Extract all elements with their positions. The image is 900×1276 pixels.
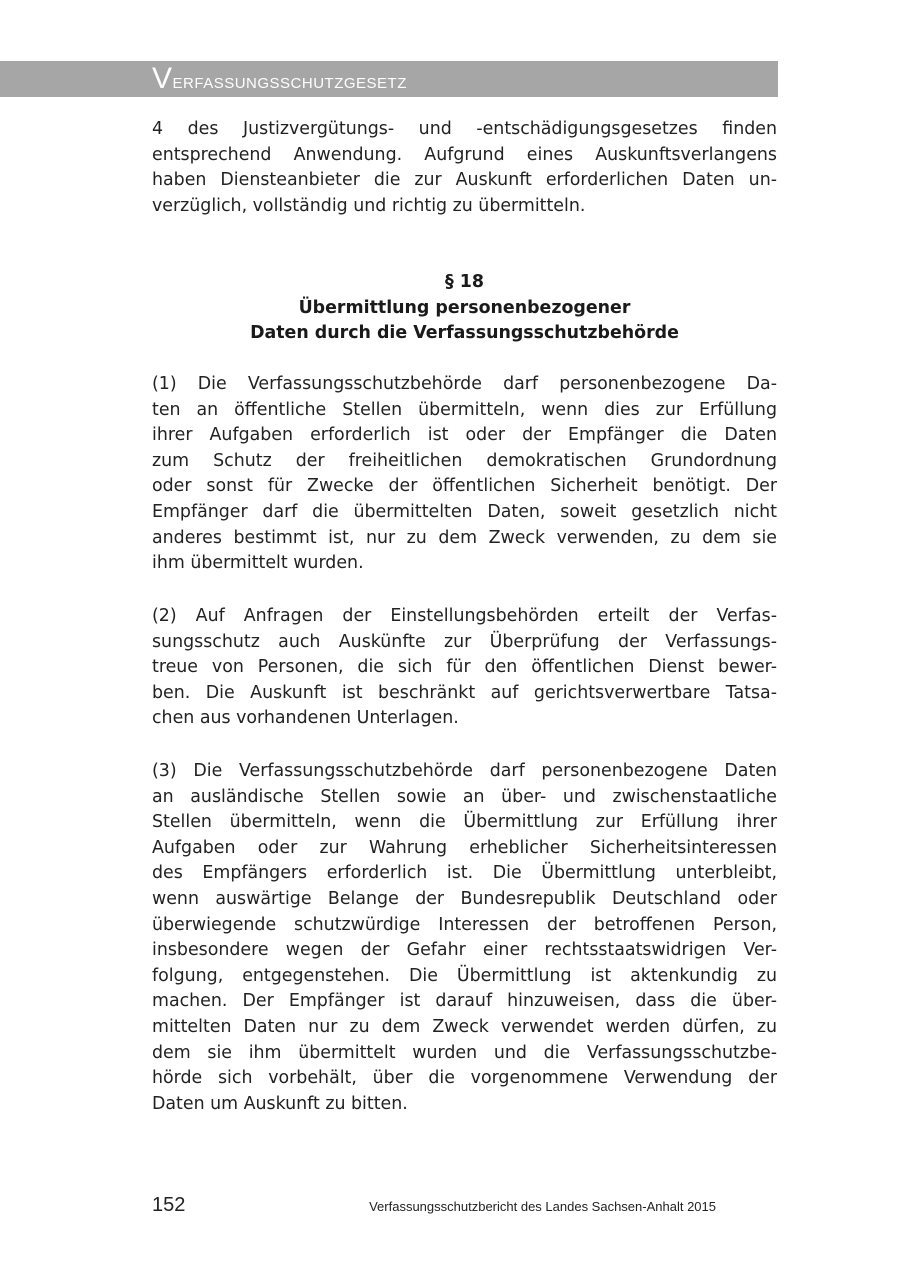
text-line: verzüglich, vollständig und richtig zu übermitteln. [152, 195, 586, 216]
footer-source: Verfassungsschutzbericht des Landes Sachsen-Anhalt 2015 [369, 1199, 716, 1214]
text-line: Empfänger darf die übermittelten Daten, soweit gesetzlich nicht [152, 501, 777, 522]
text-line: des Empfängers erforderlich ist. Die Übermittlung unterbleibt, [152, 863, 777, 884]
text-line: hörde sich vorbehält, über die vorgenommene Verwendung der [152, 1068, 777, 1089]
text-line: zum Schutz der freiheitlichen demokratischen Grundordnung [152, 450, 777, 471]
page-number: 152 [152, 1194, 186, 1216]
text-line: Aufgaben oder zur Wahrung erheblicher Sicherheitsinteressen [152, 837, 777, 858]
paragraph-1 [152, 372, 777, 577]
text-line: ihm übermittelt wurden. [152, 553, 364, 574]
text-line: dem sie ihm übermittelt wurden und die Verfassungsschutzbe- [152, 1042, 777, 1063]
text-line: sungsschutz auch Auskünfte zur Überprüfung der Verfassungs- [152, 631, 777, 652]
text-line: anderes bestimmt ist, nur zu dem Zweck verwenden, zu dem sie [152, 527, 777, 548]
text-line: entsprechend Anwendung. Aufgrund eines Auskunftsverlangens [152, 144, 777, 165]
text-line: an ausländische Stellen sowie an über- und zwischenstaatliche [152, 786, 777, 807]
text-line: (3) Die Verfassungsschutzbehörde darf personenbezogene Daten [152, 761, 777, 781]
section-number: § 18 [445, 272, 484, 292]
intro-paragraph [152, 117, 777, 219]
running-header-title-initial: V [152, 62, 173, 95]
text-line: folgung, entgegenstehen. Die Übermittlung ist aktenkundig zu [152, 965, 777, 986]
text-line: oder sonst für Zwecke der öffentlichen Sicherheit benötigt. Der [152, 476, 777, 497]
paragraph-2 [152, 604, 777, 732]
running-header-title-rest: erfassungsschutzgesetz [172, 70, 407, 93]
paragraph-3 [152, 759, 777, 1117]
text-line: (1) Die Verfassungsschutzbehörde darf personenbezogene Da- [152, 374, 777, 394]
text-line: (2) Auf Anfragen der Einstellungsbehörden erteilt der Verfas- [152, 606, 777, 626]
text-line: Stellen übermitteln, wenn die Übermittlung zur Erfüllung ihrer [152, 812, 777, 833]
text-line: ihrer Aufgaben erforderlich ist oder der Empfänger die Daten [152, 425, 777, 446]
text-line: treue von Personen, die sich für den öffentlichen Dienst bewer- [152, 657, 777, 678]
text-line: wenn auswärtige Belange der Bundesrepublik Deutschland oder [152, 888, 777, 909]
text-line: 4 des Justizvergütungs- und -entschädigungsgesetzes finden [152, 119, 777, 139]
text-line: haben Diensteanbieter die zur Auskunft erforderlichen Daten un- [152, 170, 777, 191]
section-heading [152, 270, 777, 347]
section-title-line-1: Übermittlung personenbezogener [298, 297, 631, 318]
text-line: mittelten Daten nur zu dem Zweck verwendet werden dürfen, zu [152, 1016, 777, 1037]
text-line: überwiegende schutzwürdige Interessen der betroffenen Person, [152, 914, 777, 935]
text-line: insbesondere wegen der Gefahr einer rechtsstaatswidrigen Ver- [152, 940, 777, 961]
text-line: machen. Der Empfänger ist darauf hinzuweisen, dass die über- [152, 991, 777, 1012]
text-line: chen aus vorhandenen Unterlagen. [152, 708, 459, 729]
text-line: ten an öffentliche Stellen übermitteln, wenn dies zur Erfüllung [152, 399, 777, 420]
section-title-line-2: Daten durch die Verfassungsschutzbehörde [250, 323, 679, 344]
text-line: Daten um Auskunft zu bitten. [152, 1093, 408, 1114]
running-header-title [152, 64, 407, 97]
text-line: ben. Die Auskunft ist beschränkt auf gerichtsverwertbare Tatsa- [152, 682, 777, 703]
